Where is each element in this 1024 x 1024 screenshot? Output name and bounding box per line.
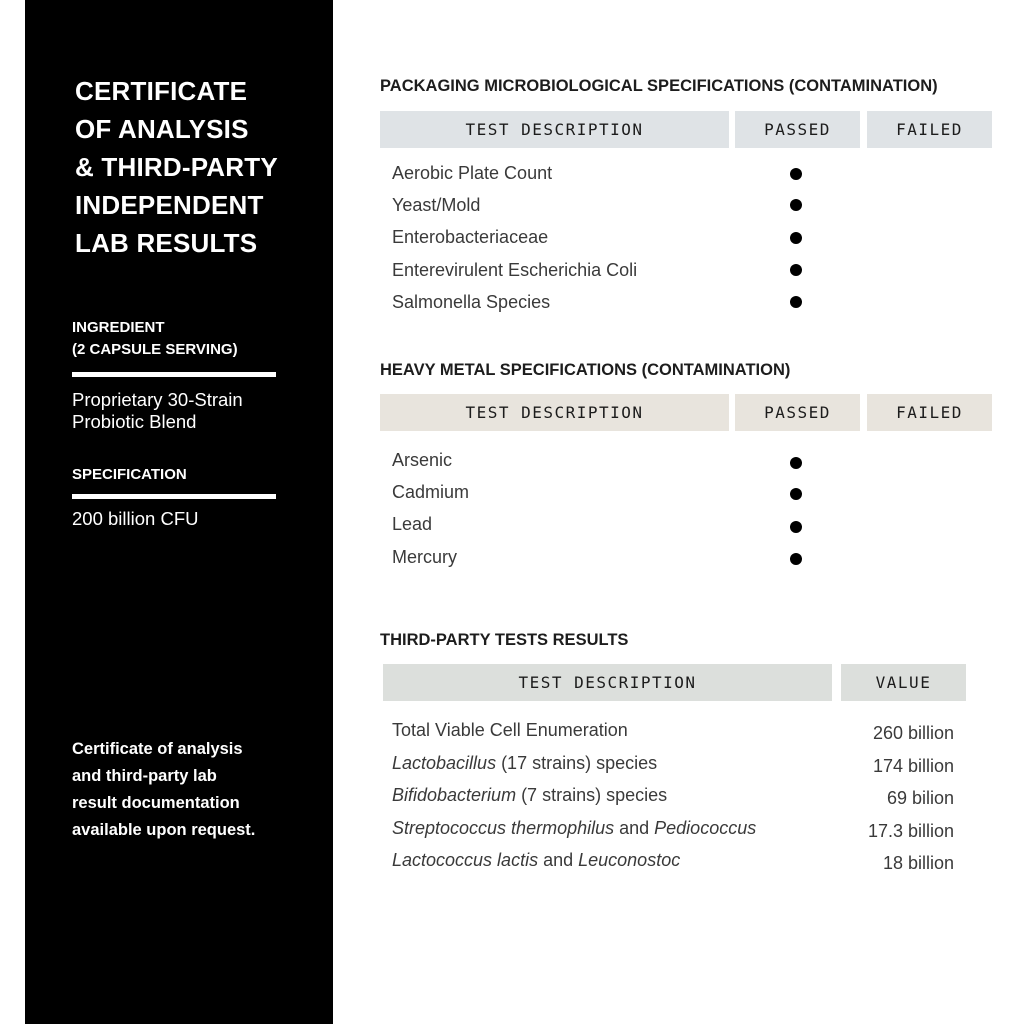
- title-line: LAB RESULTS: [75, 228, 258, 258]
- note-line: Certificate of analysis: [72, 740, 243, 758]
- third-party-row-value: 17.3 billion: [867, 821, 954, 841]
- third-party-row-value: 174 billion: [872, 756, 954, 776]
- ingredient-value: [72, 389, 243, 433]
- third-party-row-value: 69 bilion: [886, 788, 954, 808]
- label-part: (7 strains) species: [516, 785, 668, 805]
- heavy-metal-header-passed: PASSED: [735, 394, 860, 431]
- note-line: available upon request.: [72, 821, 256, 839]
- label-part-italic: Pediococcus: [654, 818, 757, 838]
- packaging-row-label: Enterevirulent Escherichia Coli: [392, 260, 638, 280]
- packaging-row-label: Salmonella Species: [392, 292, 551, 312]
- packaging-row-label: Aerobic Plate Count: [392, 163, 553, 183]
- third-party-row-value: 260 billion: [872, 723, 954, 743]
- third-party-header-description: TEST DESCRIPTION: [383, 664, 832, 701]
- title-line: INDEPENDENT: [75, 190, 264, 220]
- title-line: & THIRD-PARTY: [75, 152, 278, 182]
- packaging-section-title: PACKAGING MICROBIOLOGICAL SPECIFICATIONS (CONTAMINATION): [380, 77, 938, 95]
- passed-dot: [790, 553, 802, 565]
- heavy-metal-row-label: Lead: [392, 514, 433, 534]
- ingredient-value-line: Proprietary 30-Strain: [72, 389, 243, 410]
- specification-label: SPECIFICATION: [72, 466, 187, 483]
- label-part-italic: Leuconostoc: [578, 850, 681, 870]
- heavy-metal-header-failed: FAILED: [867, 394, 992, 431]
- label-part: Total Viable Cell Enumeration: [392, 720, 628, 740]
- passed-dot: [790, 168, 802, 180]
- passed-dot: [790, 199, 802, 211]
- ingredient-divider: [72, 372, 276, 377]
- packaging-header-passed: PASSED: [735, 111, 860, 148]
- third-party-section-title: THIRD-PARTY TESTS RESULTS: [380, 631, 629, 649]
- third-party-row-label: [392, 752, 657, 774]
- heavy-metal-row-label: Mercury: [392, 547, 458, 567]
- packaging-header-description: TEST DESCRIPTION: [380, 111, 729, 148]
- third-party-row-value: 18 billion: [882, 853, 954, 873]
- label-part: (17 strains) species: [496, 753, 658, 773]
- ingredient-value-line: Probiotic Blend: [72, 411, 197, 432]
- packaging-header-failed: FAILED: [867, 111, 992, 148]
- packaging-row-label: Enterobacteriaceae: [392, 227, 549, 247]
- packaging-row-label: Yeast/Mold: [392, 195, 481, 215]
- note-line: result documentation: [72, 794, 240, 812]
- label-part: and: [538, 850, 579, 870]
- heavy-metal-row-label: Cadmium: [392, 482, 470, 502]
- third-party-row-label: [392, 817, 756, 839]
- passed-dot: [790, 488, 802, 500]
- third-party-row-label: [392, 849, 680, 871]
- third-party-row-label: [392, 719, 628, 741]
- availability-note: [72, 736, 312, 844]
- title-line: CERTIFICATE: [75, 76, 248, 106]
- passed-dot: [790, 457, 802, 469]
- label-part-italic: Bifidobacterium: [392, 785, 517, 805]
- page-title: [75, 72, 315, 262]
- ingredient-label-line: INGREDIENT: [72, 319, 165, 336]
- ingredient-label-line: (2 CAPSULE SERVING): [72, 341, 238, 358]
- title-line: OF ANALYSIS: [75, 114, 249, 144]
- sidebar: [25, 0, 333, 1024]
- passed-dot: [790, 296, 802, 308]
- passed-dot: [790, 264, 802, 276]
- label-part-italic: Lactobacillus: [392, 753, 497, 773]
- third-party-row-label: [392, 784, 667, 806]
- label-part-italic: Lactococcus lactis: [392, 850, 539, 870]
- specification-divider: [72, 494, 276, 499]
- label-part-italic: Streptococcus thermophilus: [392, 818, 615, 838]
- passed-dot: [790, 232, 802, 244]
- heavy-metal-row-label: Arsenic: [392, 450, 453, 470]
- note-line: and third-party lab: [72, 767, 217, 785]
- passed-dot: [790, 521, 802, 533]
- third-party-header-value: VALUE: [841, 664, 966, 701]
- heavy-metal-section-title: HEAVY METAL SPECIFICATIONS (CONTAMINATION): [380, 361, 791, 379]
- heavy-metal-header-description: TEST DESCRIPTION: [380, 394, 729, 431]
- label-part: and: [614, 818, 655, 838]
- ingredient-label: [72, 317, 238, 361]
- specification-value: 200 billion CFU: [72, 508, 199, 529]
